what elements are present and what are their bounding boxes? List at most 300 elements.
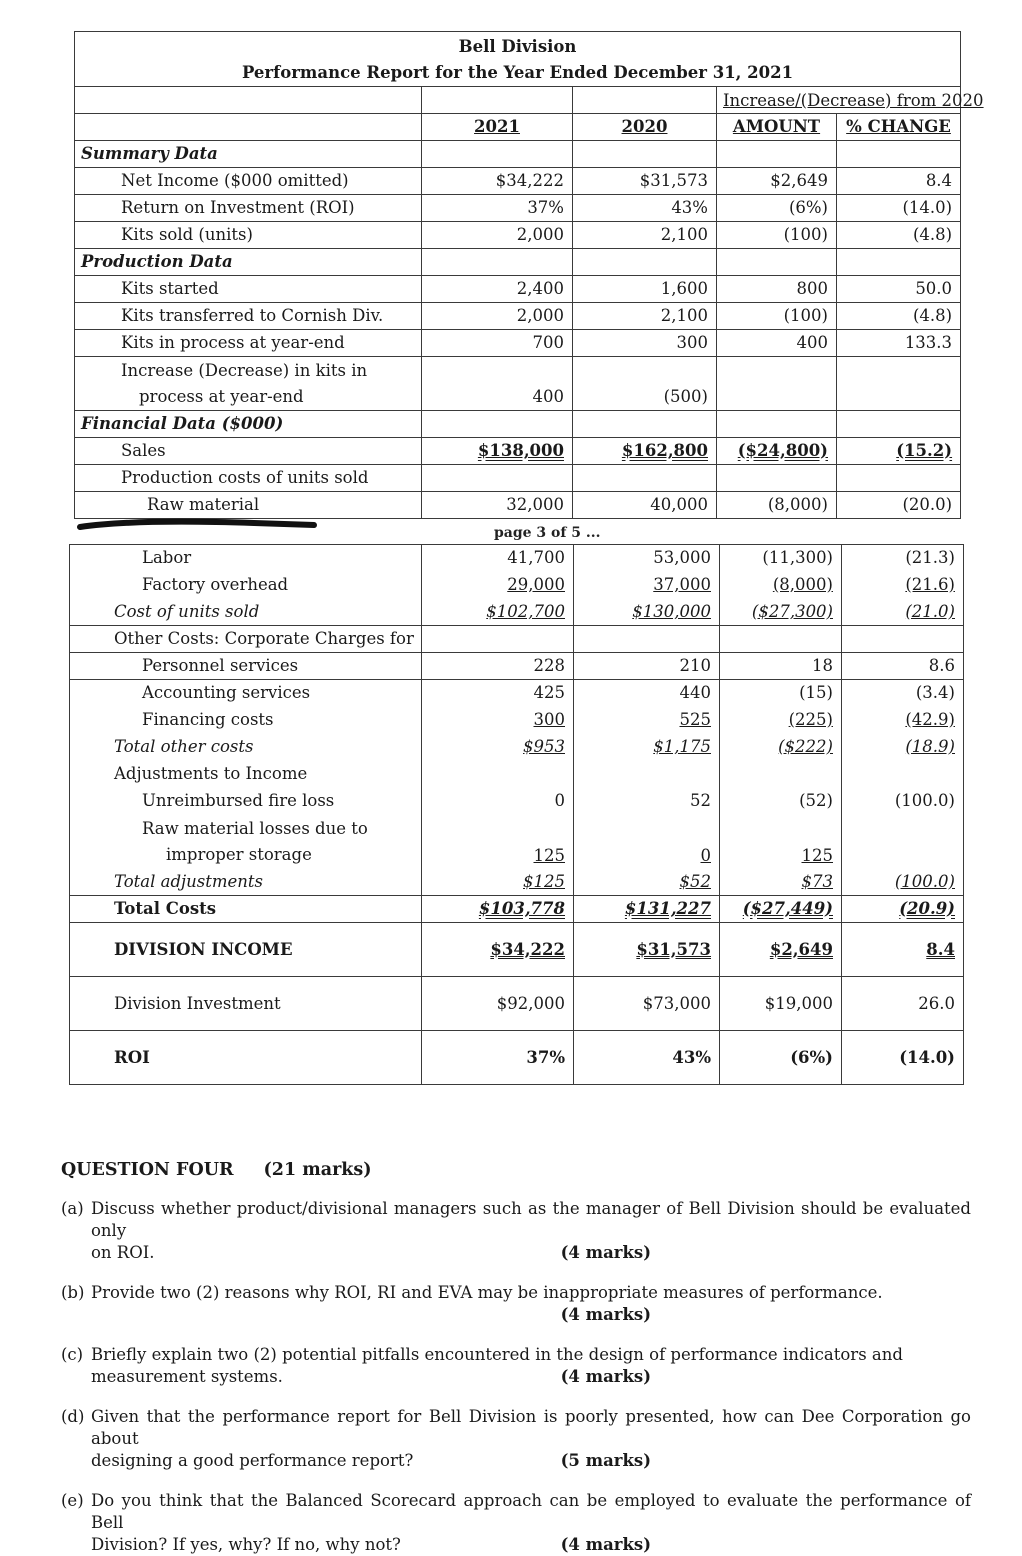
value-2021-value: $953 [523, 737, 565, 756]
value-2020 [573, 303, 717, 330]
change-percent [842, 923, 964, 977]
change-amount [717, 222, 837, 249]
value-2020 [573, 465, 717, 492]
change-amount-value: (52) [799, 791, 833, 810]
table-row [70, 788, 964, 815]
change-percent [837, 357, 961, 411]
change-amount-value: ($24,800) [737, 441, 828, 460]
change-amount-value: ($27,300) [751, 601, 833, 621]
value-2021-value: 125 [533, 845, 565, 865]
value-2020-value: 43% [671, 198, 708, 217]
value-2021-value: 400 [532, 387, 564, 406]
change-percent [837, 303, 961, 330]
change-percent-value: (4.8) [912, 225, 953, 244]
change-amount-value: 18 [812, 656, 833, 675]
change-percent [842, 680, 964, 707]
change-percent-value: (21.3) [905, 548, 955, 568]
question-letter: (b) [61, 1283, 85, 1302]
empty-cell [573, 249, 717, 276]
value-2020 [573, 330, 717, 357]
change-percent [837, 438, 961, 465]
table-row [75, 303, 961, 330]
change-percent-value: (42.9) [905, 710, 955, 729]
table-row [75, 222, 961, 249]
empty-cell [422, 141, 573, 168]
change-amount [720, 977, 842, 1031]
value-2020-value: 43% [672, 1047, 711, 1067]
question-marks: (4 marks) [560, 1243, 651, 1262]
value-2020 [573, 276, 717, 303]
table-row [70, 653, 964, 680]
change-amount-value: (100) [783, 225, 828, 244]
col-2021-header: 2021 [422, 114, 573, 141]
question-text-line1: Provide two (2) reasons why ROI, RI and EVA may be inappropriate measures of performance. [91, 1283, 883, 1302]
value-2020-value: $73,000 [642, 993, 711, 1013]
table-row [70, 977, 964, 1031]
change-amount-value: (100) [783, 306, 828, 325]
value-2021 [422, 977, 574, 1031]
row-label: ROI [70, 1031, 422, 1085]
question-item [61, 1344, 971, 1388]
change-amount-value: 400 [796, 333, 828, 352]
empty-cell [717, 249, 837, 276]
value-2021-value: $103,778 [478, 899, 565, 918]
change-amount-value: $2,649 [769, 939, 833, 959]
value-2021 [422, 761, 574, 788]
value-2021 [422, 545, 574, 572]
change-percent [842, 869, 964, 896]
value-2020 [574, 545, 720, 572]
question-body [91, 1406, 971, 1472]
row-label: Total adjustments [70, 869, 422, 896]
empty-cell [837, 141, 961, 168]
change-amount [720, 653, 842, 680]
value-2020 [573, 168, 717, 195]
change-amount-value: 125 [801, 845, 833, 865]
question-item [61, 1406, 971, 1472]
value-2020-value: 0 [700, 845, 711, 865]
change-percent [837, 330, 961, 357]
value-2021 [422, 653, 574, 680]
change-amount [717, 303, 837, 330]
question-text-line1: Briefly explain two (2) potential pitfalls encountered in the design of performance indicators and [91, 1345, 903, 1364]
section-heading: Summary Data [75, 141, 422, 168]
change-amount [720, 734, 842, 761]
table-row [70, 869, 964, 896]
row-label: Total other costs [70, 734, 422, 761]
change-percent [842, 896, 964, 923]
question-text-line2-row [91, 1366, 971, 1388]
row-label: Kits started [75, 276, 422, 303]
value-2021-value: $34,222 [495, 171, 564, 190]
value-2021 [422, 626, 574, 653]
question-letter: (c) [61, 1345, 84, 1364]
change-amount [717, 357, 837, 411]
value-2020 [574, 572, 720, 599]
row-label: Labor [70, 545, 422, 572]
value-2020 [574, 788, 720, 815]
row-label: Adjustments to Income [70, 761, 422, 788]
value-2021 [422, 168, 573, 195]
value-2020-value: $31,573 [636, 939, 711, 959]
value-2020-value: 210 [679, 656, 711, 675]
value-2020 [574, 599, 720, 626]
question-item [61, 1198, 971, 1264]
change-amount-value: $19,000 [764, 993, 833, 1013]
value-2020 [574, 923, 720, 977]
empty-cell [573, 141, 717, 168]
change-percent [842, 761, 964, 788]
change-amount-value: (11,300) [762, 548, 833, 568]
change-percent [842, 1031, 964, 1085]
value-2021 [422, 896, 574, 923]
table-row [75, 330, 961, 357]
row-label: Unreimbursed fire loss [70, 788, 422, 815]
change-percent [837, 465, 961, 492]
value-2020-value: 1,600 [660, 279, 708, 298]
row-label: Factory overhead [70, 572, 422, 599]
table-row [75, 276, 961, 303]
change-amount [720, 1031, 842, 1085]
value-2020-value: (500) [663, 387, 708, 406]
change-amount [720, 815, 842, 869]
value-2021-value: $92,000 [496, 993, 565, 1013]
value-2020-value: $130,000 [632, 601, 711, 621]
empty-cell [422, 249, 573, 276]
change-amount-value: (8,000) [772, 575, 833, 594]
table-row [75, 195, 961, 222]
value-2021 [422, 815, 574, 869]
change-amount-value: ($222) [778, 737, 833, 756]
row-label: Kits sold (units) [75, 222, 422, 249]
value-2021-value: 2,000 [516, 225, 564, 244]
question-marks: (4 marks) [560, 1535, 651, 1554]
value-2021 [422, 438, 573, 465]
row-label: Other Costs: Corporate Charges for [70, 626, 422, 653]
value-2021-value: $138,000 [477, 441, 564, 460]
change-percent-value: 8.4 [925, 171, 953, 190]
change-percent [837, 222, 961, 249]
change-amount-value: (225) [788, 710, 833, 729]
value-2020 [574, 626, 720, 653]
performance-report-table-bottom [69, 544, 964, 1085]
change-amount-value: 800 [796, 279, 828, 298]
table-row [75, 411, 961, 438]
question-text-line2-row [91, 1304, 971, 1326]
value-2020-value: 300 [676, 333, 708, 352]
change-percent [842, 653, 964, 680]
row-label: Cost of units sold [70, 599, 422, 626]
question-body [91, 1282, 971, 1326]
row-label: Net Income ($000 omitted) [75, 168, 422, 195]
change-percent [842, 977, 964, 1031]
col-amount-header: AMOUNT [717, 114, 837, 141]
value-2020-value: 440 [679, 683, 711, 703]
value-2020-value: 2,100 [660, 225, 708, 244]
question-letter: (e) [61, 1491, 84, 1510]
table-row [70, 707, 964, 734]
change-percent [837, 276, 961, 303]
row-label: Total Costs [70, 896, 422, 923]
question-body [91, 1198, 971, 1264]
table-row [75, 438, 961, 465]
value-2020 [574, 680, 720, 707]
value-2020 [574, 653, 720, 680]
question-letter: (a) [61, 1199, 84, 1218]
change-percent-value: (3.4) [915, 683, 955, 703]
value-2020 [574, 977, 720, 1031]
change-amount [720, 869, 842, 896]
change-percent [842, 545, 964, 572]
question-body [91, 1344, 971, 1388]
value-2021-value: 37% [527, 198, 564, 217]
value-2021-value: $125 [523, 871, 565, 891]
table-row [70, 545, 964, 572]
change-amount-value: (15) [799, 683, 833, 703]
value-2021 [422, 1031, 574, 1085]
row-label: DIVISION INCOME [70, 923, 422, 977]
row-label: Raw material [75, 492, 422, 519]
value-2021 [422, 303, 573, 330]
table-row [70, 734, 964, 761]
change-percent-value: (14.0) [902, 198, 953, 217]
value-2021-value: $34,222 [490, 939, 565, 959]
change-percent [842, 734, 964, 761]
value-2021 [422, 734, 574, 761]
row-label-line1: Increase (Decrease) in kits in [121, 360, 368, 380]
table-row [70, 626, 964, 653]
value-2020 [574, 896, 720, 923]
question-heading: QUESTION FOUR (21 marks) [61, 1160, 372, 1180]
value-2020 [573, 195, 717, 222]
col-pct-header: % CHANGE [837, 114, 961, 141]
section-heading: Financial Data ($000) [75, 411, 422, 438]
change-percent [842, 626, 964, 653]
row-label-line2: improper storage [166, 844, 312, 864]
change-percent-value: (100.0) [894, 871, 955, 891]
value-2021-value: 29,000 [507, 575, 565, 594]
change-amount [717, 276, 837, 303]
table-row [70, 815, 964, 869]
row-label: Production costs of units sold [75, 465, 422, 492]
question-text-line2: Division? If yes, why? If no, why not? [91, 1535, 401, 1554]
table-row [75, 465, 961, 492]
value-2020 [574, 761, 720, 788]
row-label-line1: Raw material losses due to [142, 818, 368, 838]
value-2020-value: 525 [679, 710, 711, 729]
row-label: Financing costs [70, 707, 422, 734]
table-row [70, 761, 964, 788]
value-2021-value: $102,700 [486, 601, 565, 621]
question-text-line2-row [91, 1534, 971, 1556]
question-marks: (5 marks) [560, 1451, 651, 1470]
value-2020-value: $52 [679, 871, 711, 891]
change-amount [717, 438, 837, 465]
value-2021-value: 700 [532, 333, 564, 352]
value-2021 [422, 276, 573, 303]
change-percent-value: 26.0 [918, 993, 955, 1013]
change-amount [717, 330, 837, 357]
value-2021 [422, 680, 574, 707]
question-text-line2: measurement systems. [91, 1367, 283, 1386]
change-amount [720, 923, 842, 977]
change-amount [720, 599, 842, 626]
change-amount [720, 680, 842, 707]
row-label [75, 357, 422, 411]
value-2020-value: 52 [690, 791, 711, 810]
value-2021-value: 2,000 [516, 306, 564, 325]
change-percent [842, 788, 964, 815]
value-2020 [574, 1031, 720, 1085]
change-percent-value: (100.0) [894, 791, 955, 810]
question-text-line2: designing a good performance report? [91, 1451, 414, 1470]
change-percent [842, 572, 964, 599]
value-2020-value: 2,100 [660, 306, 708, 325]
row-label: Personnel services [70, 653, 422, 680]
question-text-line1: Do you think that the Balanced Scorecard approach can be employed to evaluate the performance of Bell [91, 1491, 971, 1532]
question-letter: (d) [61, 1407, 85, 1426]
report-subtitle: Performance Report for the Year Ended December 31, 2021 [241, 63, 794, 82]
change-percent-value: (21.0) [905, 601, 955, 621]
value-2020-value: $131,227 [624, 899, 711, 918]
performance-report-table-top [74, 31, 984, 519]
question-text-line2-row [91, 1242, 971, 1264]
value-2020 [573, 438, 717, 465]
report-title-cell [75, 32, 961, 87]
col-2020-header: 2020 [573, 114, 717, 141]
report-title: Bell Division [458, 37, 577, 56]
change-amount-value: (6%) [788, 198, 828, 217]
row-label-line2: process at year-end [139, 386, 304, 406]
value-2020 [573, 222, 717, 249]
change-percent [837, 195, 961, 222]
change-percent-value: (14.0) [899, 1047, 955, 1067]
table-row [70, 923, 964, 977]
question-list [61, 1198, 971, 1556]
question-text-line1: Discuss whether product/divisional managers such as the manager of Bell Division should be evaluated only [91, 1199, 971, 1240]
value-2021-value: 228 [533, 656, 565, 675]
row-label: Accounting services [70, 680, 422, 707]
question-marks: (4 marks) [560, 1305, 651, 1324]
value-2020 [574, 734, 720, 761]
change-percent-value: (20.9) [899, 899, 955, 918]
value-2021 [422, 465, 573, 492]
value-2021 [422, 788, 574, 815]
change-percent-value: (15.2) [896, 441, 953, 460]
table-row [75, 357, 961, 411]
value-2021 [422, 923, 574, 977]
change-amount [720, 761, 842, 788]
value-2020-value: $162,800 [621, 441, 708, 460]
empty-cell [717, 141, 837, 168]
value-2020 [574, 869, 720, 896]
value-2021 [422, 222, 573, 249]
value-2021-value: 0 [554, 791, 565, 810]
change-amount-value: (8,000) [767, 495, 828, 514]
value-2021-value: 2,400 [516, 279, 564, 298]
change-amount [720, 545, 842, 572]
table-row [70, 680, 964, 707]
row-label: Kits in process at year-end [75, 330, 422, 357]
increase-decrease-header: Increase/(Decrease) from 2020 [717, 87, 961, 114]
question-marks: (4 marks) [560, 1367, 651, 1386]
change-amount [717, 195, 837, 222]
change-percent-value: 133.3 [904, 333, 953, 352]
value-2021-value: 32,000 [506, 495, 564, 514]
change-percent [842, 599, 964, 626]
value-2020-value: 37,000 [653, 575, 711, 594]
empty-cell [837, 411, 961, 438]
value-2021 [422, 869, 574, 896]
empty-cell [717, 411, 837, 438]
change-percent-value: 50.0 [915, 279, 953, 298]
question-text-line1: Given that the performance report for Bell Division is poorly presented, how can Dee Corporation go about [91, 1407, 971, 1448]
value-2021 [422, 195, 573, 222]
value-2021 [422, 707, 574, 734]
question-item [61, 1490, 971, 1556]
change-percent-value: (4.8) [912, 306, 953, 325]
torn-page-divider [74, 515, 960, 545]
change-percent-value: 8.6 [928, 656, 955, 675]
question-section [61, 1160, 971, 1556]
table-row [75, 249, 961, 276]
table-row [70, 1031, 964, 1085]
question-text-line2: on ROI. [91, 1243, 155, 1262]
value-2021 [422, 599, 574, 626]
section-heading: Production Data [75, 249, 422, 276]
change-percent-value: (20.0) [902, 495, 953, 514]
value-2021 [422, 330, 573, 357]
change-amount [717, 465, 837, 492]
change-amount [720, 896, 842, 923]
change-amount [720, 707, 842, 734]
value-2020-value: $1,175 [653, 737, 711, 756]
row-label: Division Investment [70, 977, 422, 1031]
report-rows-bottom [70, 545, 964, 1085]
value-2021-value: 300 [533, 710, 565, 729]
change-percent [842, 815, 964, 869]
question-item [61, 1282, 971, 1326]
table-row [75, 168, 961, 195]
change-amount-value: ($27,449) [742, 899, 833, 918]
table-row [70, 572, 964, 599]
change-amount [720, 788, 842, 815]
value-2021-value: 37% [526, 1047, 565, 1067]
row-label: Kits transferred to Cornish Div. [75, 303, 422, 330]
change-percent [837, 168, 961, 195]
value-2020-value: 40,000 [650, 495, 708, 514]
row-label: Sales [75, 438, 422, 465]
change-amount-value: (6%) [790, 1047, 833, 1067]
change-amount [720, 626, 842, 653]
change-amount-value: $73 [801, 871, 833, 891]
value-2020 [574, 707, 720, 734]
change-percent [842, 707, 964, 734]
value-2020-value: 53,000 [653, 548, 711, 568]
table-row [75, 141, 961, 168]
question-text-line2-row [91, 1450, 971, 1472]
value-2021-value: 41,700 [507, 548, 565, 568]
value-2020 [574, 815, 720, 869]
torn-page-text: page 3 of 5 ... [494, 525, 601, 541]
value-2021-value: 425 [533, 683, 565, 703]
value-2020-value: $31,573 [639, 171, 708, 190]
change-percent-value: (18.9) [905, 737, 955, 756]
change-percent-value: 8.4 [926, 939, 955, 959]
empty-cell [573, 411, 717, 438]
change-amount [720, 572, 842, 599]
row-label [70, 815, 422, 869]
